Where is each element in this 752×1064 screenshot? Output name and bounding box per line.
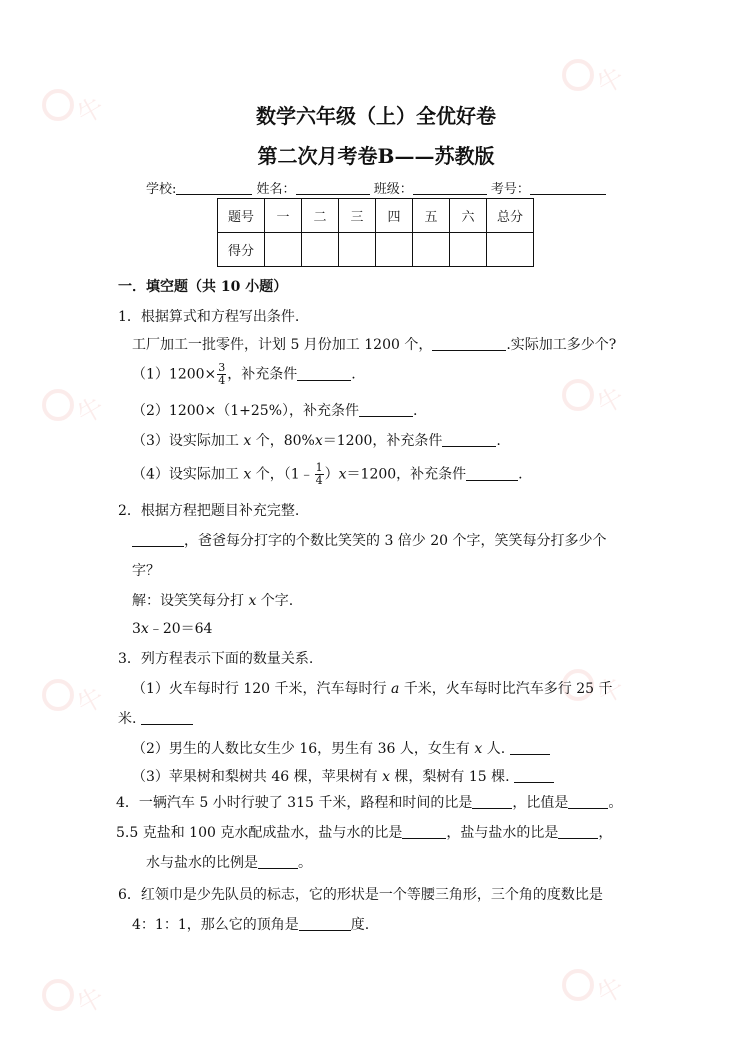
- student-info-line: [146, 178, 606, 197]
- variable-x: x: [243, 466, 252, 483]
- exam-no-blank[interactable]: [530, 180, 606, 195]
- q1-p3-text: （3）设实际加工: [132, 433, 244, 449]
- q5-text2: ，盐与盐水的比是: [446, 825, 559, 841]
- q1-p3-blank[interactable]: [442, 432, 496, 447]
- q2-solution: [132, 590, 293, 610]
- q1-stem: 1．根据算式和方程写出条件.: [118, 309, 300, 325]
- q4-blank-value[interactable]: [568, 794, 608, 809]
- score-cell[interactable]: [413, 233, 450, 267]
- q1-part3: [132, 430, 501, 450]
- svg-text:牛: 牛: [592, 671, 630, 711]
- q3-p2-blank[interactable]: [510, 740, 550, 755]
- variable-x: x: [382, 769, 390, 785]
- svg-text:牛: 牛: [592, 61, 630, 101]
- q3-p1-text2: 千米，火车每时比汽车多行 25 千: [399, 681, 613, 697]
- q1-context: [132, 334, 616, 354]
- q1-p4-text2: 个，（1﹣: [251, 466, 314, 483]
- score-header-cell: 题号: [218, 199, 265, 233]
- score-cell[interactable]: [339, 233, 376, 267]
- q1-p4-blank[interactable]: [466, 466, 518, 481]
- class-blank[interactable]: [413, 180, 487, 195]
- watermark-logo: [560, 360, 650, 430]
- q3-stem: 3．列方程表示下面的数量关系.: [118, 651, 314, 667]
- score-header-cell: 三: [339, 199, 376, 233]
- q6-line2: [132, 914, 369, 934]
- page-subtitle: 第二次月考卷B——苏教版: [257, 144, 495, 168]
- q1-context-blank[interactable]: [432, 336, 506, 351]
- variable-a: a: [390, 681, 400, 697]
- q1-p3-text2: 个，80%: [251, 433, 315, 449]
- q2-equation: [132, 618, 212, 638]
- q5-line1: [116, 822, 612, 842]
- q5-blank2[interactable]: [558, 824, 598, 839]
- q1-context-question: .实际加工多少个?: [506, 337, 617, 353]
- q1-p4-label: ＝1200，补充条件: [346, 466, 467, 483]
- score-cell[interactable]: [487, 233, 534, 267]
- q3-p3-blank[interactable]: [514, 768, 554, 783]
- svg-text:牛: 牛: [592, 381, 630, 421]
- q1-part2: [132, 400, 417, 420]
- q2-blank[interactable]: [132, 532, 184, 547]
- score-table-score-row: [218, 233, 534, 267]
- score-cell[interactable]: [265, 233, 302, 267]
- q5-line2: [146, 852, 312, 872]
- q5-blank1[interactable]: [402, 824, 446, 839]
- q2-line2: 字？: [132, 563, 160, 579]
- svg-text:牛: 牛: [72, 391, 110, 431]
- q2-eq-rest: ﹣20＝64: [148, 621, 213, 637]
- q6-end: 度.: [350, 917, 370, 933]
- q5-blank3[interactable]: [258, 854, 298, 869]
- q3-p1-end: 米.: [118, 711, 137, 727]
- q3-p1-blank[interactable]: [141, 710, 193, 725]
- q1-p1-blank[interactable]: [297, 366, 351, 381]
- q2-solution-end: 个字.: [256, 593, 294, 609]
- q5-text: 5.5 克盐和 100 克水配成盐水，盐与水的比是: [116, 825, 403, 841]
- svg-text:牛: 牛: [72, 681, 110, 721]
- q2-eq-coef: 3: [132, 621, 141, 637]
- svg-text:牛: 牛: [592, 971, 630, 1011]
- q1-p4-text: （4）设实际加工: [132, 466, 244, 483]
- q3-part1-cont: [118, 708, 193, 728]
- q3-p3-text: （3）苹果树和梨树共 46 棵，苹果树有: [132, 769, 383, 785]
- q4: [116, 792, 622, 812]
- q5-comma: ，: [598, 825, 613, 841]
- q3-p2-end: 人.: [482, 741, 506, 757]
- section-heading: 一．填空题（共 10 小题）: [118, 279, 288, 295]
- score-header-cell: 五: [413, 199, 450, 233]
- variable-x: x: [140, 621, 149, 637]
- q1-p2-text: （2）1200×（1+25%），补充条件: [132, 403, 360, 419]
- watermark-logo: [40, 370, 130, 440]
- q5-text3: 水与盐水的比例是: [146, 855, 258, 871]
- q2-text: ，爸爸每分打字的个数比笑笑的 3 倍少 20 个字，笑笑每分打多少个: [184, 533, 607, 549]
- score-cell[interactable]: [302, 233, 339, 267]
- q1-p1-end: .: [351, 366, 356, 383]
- q3-p2-text: （2）男生的人数比女生少 16，男生有 36 人，女生有: [132, 741, 475, 757]
- score-table-header-row: [218, 199, 534, 233]
- q1-p1-text: （1）1200×: [132, 366, 217, 383]
- q3-part3: [132, 766, 554, 786]
- score-header-cell: 六: [450, 199, 487, 233]
- variable-x: x: [474, 741, 483, 757]
- score-cell[interactable]: [450, 233, 487, 267]
- q1-part1: [132, 362, 356, 387]
- svg-text:牛: 牛: [72, 981, 110, 1021]
- variable-x: x: [338, 466, 347, 483]
- q6-blank[interactable]: [299, 916, 351, 931]
- fraction-3-4: [217, 362, 226, 387]
- q1-part4: [132, 462, 523, 487]
- score-header-cell: 四: [376, 199, 413, 233]
- q1-p3-end: .: [496, 433, 501, 449]
- q6-text: 4：1：1，那么它的顶角是: [132, 917, 299, 933]
- exam-no-label: 考号：: [490, 182, 530, 197]
- variable-x: x: [314, 433, 323, 449]
- q1-p1-label: ，补充条件: [227, 366, 298, 383]
- q1-p3-label: ＝1200，补充条件: [322, 433, 443, 449]
- school-label: 学校:: [146, 182, 177, 197]
- svg-text:牛: 牛: [72, 91, 110, 131]
- q1-p2-end: .: [413, 403, 418, 419]
- page-title: 数学六年级（上）全优好卷: [256, 104, 496, 128]
- score-header-cell: 二: [302, 199, 339, 233]
- q2-solution-text: 解：设笑笑每分打: [132, 593, 249, 609]
- watermark-logo: [40, 960, 130, 1030]
- score-cell[interactable]: [376, 233, 413, 267]
- class-label: 班级：: [373, 182, 413, 197]
- watermark-logo: [560, 950, 650, 1020]
- q3-p3-end: 棵，梨树有 15 棵.: [389, 769, 510, 785]
- fraction-denominator: 4: [218, 374, 226, 387]
- q3-part1: [132, 678, 613, 698]
- q2-stem: 2．根据方程把题目补充完整.: [118, 503, 300, 519]
- fraction-numerator: 1: [315, 461, 323, 474]
- fraction-numerator: 3: [218, 361, 226, 374]
- watermark-logo: [40, 660, 130, 730]
- variable-x: x: [243, 433, 252, 449]
- score-table: [217, 198, 534, 267]
- q1-p4-end: .: [518, 466, 523, 483]
- fraction-denominator: 4: [315, 474, 323, 487]
- name-label: 姓名：: [256, 182, 296, 197]
- q1-p2-blank[interactable]: [359, 402, 413, 417]
- score-row-label: 得分: [218, 233, 265, 267]
- q5-end: 。: [298, 855, 312, 871]
- q4-text: 4．一辆汽车 5 小时行驶了 315 千米，路程和时间的比是: [116, 795, 473, 811]
- score-header-cell: 一: [265, 199, 302, 233]
- q4-end: 。: [608, 795, 623, 811]
- school-blank[interactable]: [176, 180, 252, 195]
- q1-p4-text3: ）: [324, 466, 339, 483]
- fraction-1-4: [315, 462, 324, 487]
- q3-part2: [132, 738, 550, 758]
- q4-blank-ratio[interactable]: [472, 794, 512, 809]
- q2-line1: [132, 530, 607, 550]
- q1-context-text: 工厂加工一批零件，计划 5 月份加工 1200 个，: [132, 337, 433, 353]
- q6-line1: 6．红领巾是少先队员的标志，它的形状是一个等腰三角形，三个角的度数比是: [118, 887, 603, 903]
- variable-x: x: [248, 593, 257, 609]
- score-header-cell: 总分: [487, 199, 534, 233]
- name-blank[interactable]: [296, 180, 370, 195]
- q3-p1-text: （1）火车每时行 120 千米，汽车每时行: [132, 681, 391, 697]
- q4-text2: ，比值是: [512, 795, 569, 811]
